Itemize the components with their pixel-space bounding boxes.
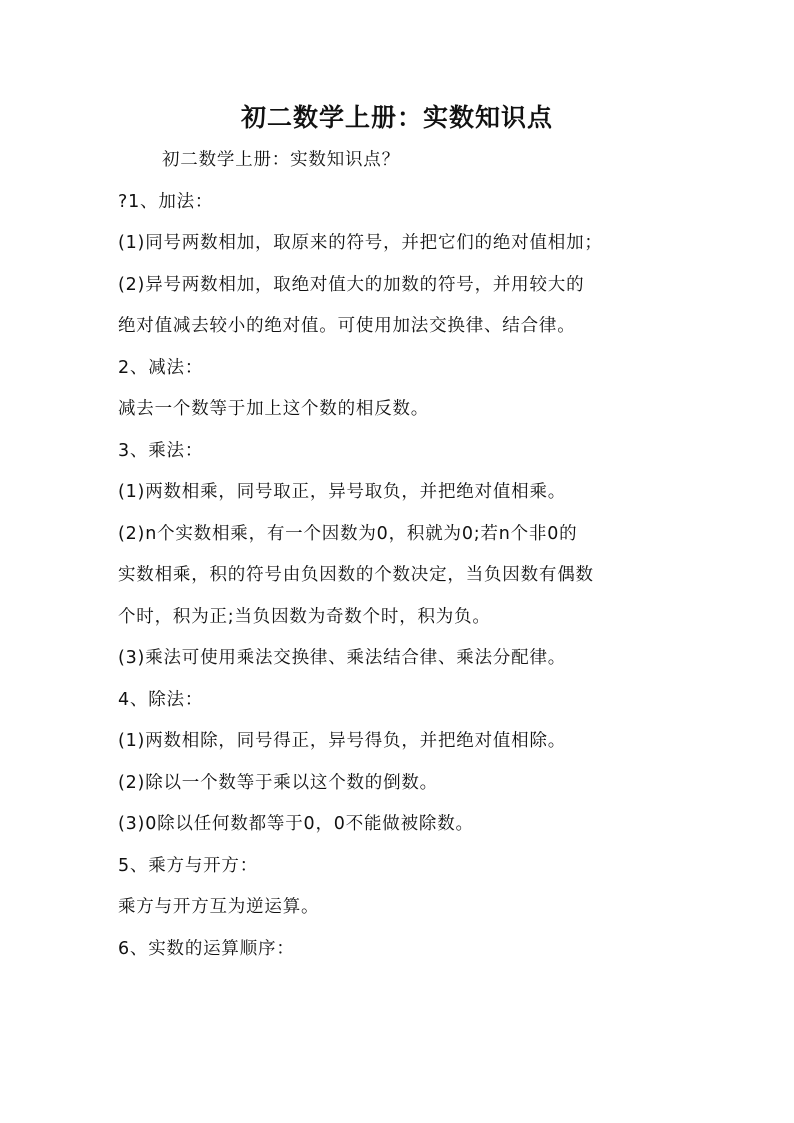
section-heading-powers-roots: 5、乘方与开方：: [118, 855, 259, 876]
section-heading-division: 4、除法：: [118, 689, 204, 710]
section-heading-addition: ?1、加法：: [118, 191, 214, 212]
paragraph-line: 实数相乘，积的符号由负因数的个数决定，当负因数有偶数: [118, 565, 594, 585]
paragraph-line: (1)两数相除，同号得正，异号得负，并把绝对值相除。: [118, 731, 567, 751]
paragraph-line: (1)同号两数相加，取原来的符号，并把它们的绝对值相加；: [118, 233, 603, 253]
page-title: 初二数学上册：实数知识点: [240, 103, 553, 132]
paragraph-line: (3)乘法可使用乘法交换律、乘法结合律、乘法分配律。: [118, 648, 567, 668]
paragraph-line: 减去一个数等于加上这个数的相反数。: [118, 399, 430, 419]
section-heading-subtraction: 2、减法：: [118, 357, 204, 378]
section-heading-multiplication: 3、乘法：: [118, 440, 204, 461]
document-body: [118, 140, 688, 970]
section-heading-order-of-operations: 6、实数的运算顺序：: [118, 938, 295, 959]
paragraph-line: (1)两数相乘，同号取正，异号取负，并把绝对值相乘。: [118, 482, 567, 502]
paragraph-line: (2)n个实数相乘，有一个因数为0，积就为0;若n个非0的: [118, 523, 578, 544]
paragraph-line: 绝对值减去较小的绝对值。可使用加法交换律、结合律。: [118, 316, 576, 336]
paragraph-line: 个时，积为正;当负因数为奇数个时，积为负。: [118, 606, 491, 627]
intro-line: 初二数学上册：实数知识点？: [162, 150, 400, 170]
paragraph-line: (2)除以一个数等于乘以这个数的倒数。: [118, 772, 438, 793]
paragraph-line: (2)异号两数相加，取绝对值大的加数的符号，并用较大的: [118, 274, 585, 295]
paragraph-line: 乘方与开方互为逆运算。: [118, 897, 320, 917]
paragraph-line: (3)0除以任何数都等于0，0不能做被除数。: [118, 814, 474, 834]
